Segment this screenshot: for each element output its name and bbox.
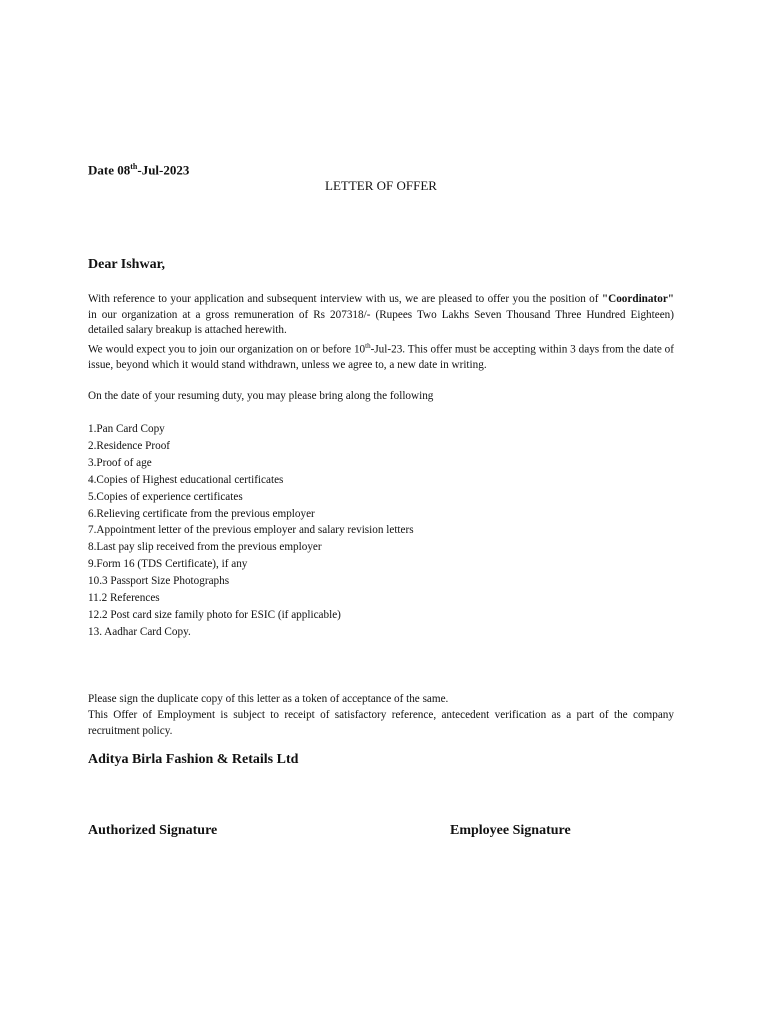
documents-list — [88, 421, 414, 641]
date-suffix: -Jul-2023 — [137, 162, 190, 178]
date-prefix: Date 08 — [88, 162, 131, 178]
letter-date — [88, 162, 189, 178]
list-item: 9.Form 16 (TDS Certificate), if any — [88, 558, 248, 571]
list-item: 11.2 References — [88, 592, 160, 605]
offer-text-remuneration: in our organization at a gross remuneration of Rs 207318/- (Rupees Two Lakhs Seven Thousand Three Hundred Eighteen) detailed salary breakup is attached herewith. — [88, 308, 674, 337]
authorized-signature-label: Authorized Signature — [88, 823, 218, 838]
joining-paragraph — [88, 339, 674, 374]
list-item: 4.Copies of Highest educational certificates — [88, 473, 284, 486]
list-item: 6.Relieving certificate from the previous employer — [88, 507, 315, 520]
list-item: 1.Pan Card Copy — [88, 423, 165, 435]
salutation: Dear Ishwar, — [88, 257, 166, 272]
list-item: 13. Aadhar Card Copy. — [88, 625, 191, 638]
list-item: 8.Last pay slip received from the previous employer — [88, 541, 322, 554]
company-name: Aditya Birla Fashion & Retails Ltd — [88, 752, 299, 767]
offer-paragraph — [88, 292, 674, 339]
list-item: 3.Proof of age — [88, 456, 152, 469]
list-item: 12.2 Post card size family photo for ESIC (if applicable) — [88, 608, 341, 621]
list-item: 7.Appointment letter of the previous employer and salary revision letters — [88, 524, 414, 537]
letter-title: LETTER OF OFFER — [325, 178, 437, 193]
joining-text-b: -Jul-23. This offer must be accepting within 3 days from the date of issue, beyond which it would stand withdrawn, unless we agree to, a new date in writing. — [88, 343, 674, 372]
joining-superscript: th — [365, 342, 371, 350]
employee-signature-label: Employee Signature — [450, 823, 571, 838]
date-superscript: th — [130, 162, 138, 171]
joining-text-a: We would expect you to join our organization on or before 10 — [88, 343, 366, 356]
documents-intro: On the date of your resuming duty, you may please bring along the following — [88, 390, 434, 402]
list-item: 10.3 Passport Size Photographs — [88, 575, 230, 588]
list-item: 5.Copies of experience certificates — [88, 490, 243, 503]
acceptance-paragraph: Please sign the duplicate copy of this letter as a token of acceptance of the same. — [88, 693, 449, 705]
list-item: 2.Residence Proof — [88, 439, 171, 452]
offer-text-intro: With reference to your application and subsequent interview with us, we are pleased to offer you the position of — [88, 293, 602, 305]
position-title: "Coordinator" — [601, 293, 674, 305]
conditions-paragraph: This Offer of Employment is subject to receipt of satisfactory reference, antecedent verification as a part of the company recruitment policy. — [88, 709, 674, 737]
